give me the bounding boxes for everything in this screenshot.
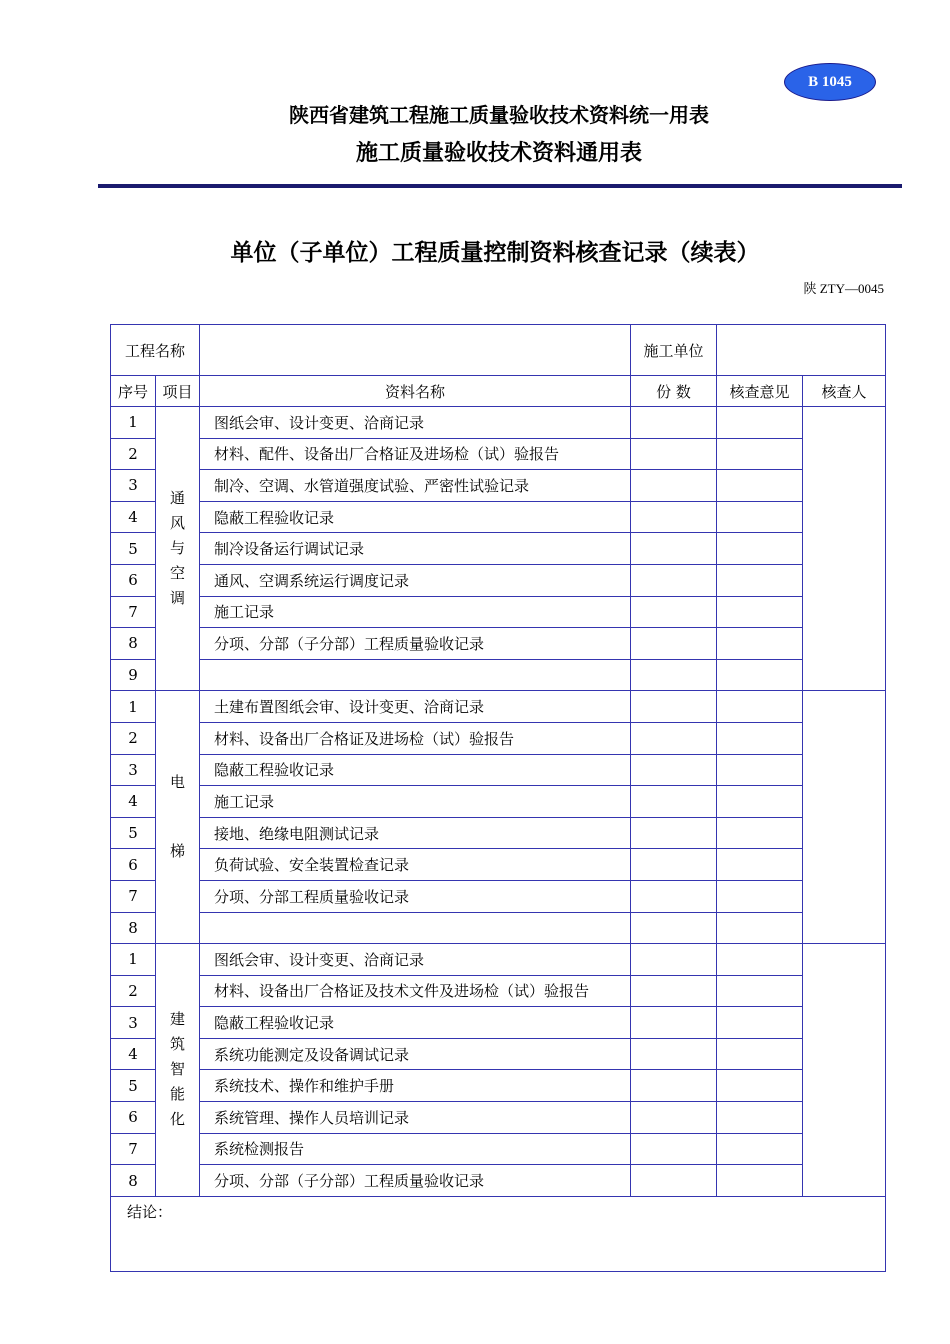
opinion-cell[interactable] [717,438,803,470]
table-row [111,817,886,849]
row-number: 2 [111,722,156,754]
table-row [111,975,886,1007]
copies-cell[interactable] [631,596,717,628]
opinion-cell[interactable] [717,470,803,502]
document-name: 制冷设备运行调试记录 [200,533,631,565]
group-label-char: 能 [170,1085,186,1104]
document-name: 隐蔽工程验收记录 [200,1007,631,1039]
row-number: 1 [111,407,156,439]
copies-cell[interactable] [631,659,717,691]
row-number: 7 [111,596,156,628]
table-row [111,659,886,691]
document-name: 通风、空调系统运行调度记录 [200,564,631,596]
row-number: 4 [111,786,156,818]
document-name: 负荷试验、安全装置检查记录 [200,849,631,881]
table-row [111,754,886,786]
copies-cell[interactable] [631,533,717,565]
document-name: 接地、绝缘电阻测试记录 [200,817,631,849]
copies-cell[interactable] [631,912,717,944]
checker-cell[interactable] [803,407,886,691]
row-number: 3 [111,754,156,786]
table-row [111,1102,886,1134]
copies-cell[interactable] [631,1007,717,1039]
copies-cell[interactable] [631,754,717,786]
opinion-cell[interactable] [717,975,803,1007]
opinion-cell[interactable] [717,501,803,533]
document-name: 系统功能测定及设备调试记录 [200,1038,631,1070]
group-label-char: 调 [170,589,186,608]
document-name [200,659,631,691]
contractor-label: 施工单位 [631,325,717,376]
table-row [111,533,886,565]
document-name: 土建布置图纸会审、设计变更、洽商记录 [200,691,631,723]
header-subtitle: 施工质量验收技术资料通用表 [355,141,642,166]
row-number: 5 [111,1070,156,1102]
col-item-header: 项目 [156,376,200,407]
copies-cell[interactable] [631,501,717,533]
group-label [156,944,200,1197]
table-row [111,628,886,660]
row-number: 3 [111,1007,156,1039]
opinion-cell[interactable] [717,628,803,660]
table-row [111,880,886,912]
document-name: 图纸会审、设计变更、洽商记录 [200,407,631,439]
opinion-cell[interactable] [717,1038,803,1070]
row-number: 6 [111,1102,156,1134]
document-name [200,912,631,944]
table-row [111,470,886,502]
table-row [111,501,886,533]
row-number: 6 [111,564,156,596]
opinion-cell[interactable] [717,533,803,565]
table-row [111,438,886,470]
form-code: 陕 ZTY—0045 [803,281,884,296]
group-label-char: 风 [170,514,186,533]
copies-cell[interactable] [631,407,717,439]
copies-cell[interactable] [631,880,717,912]
table-row [111,1070,886,1102]
group-label-char: 化 [170,1110,186,1129]
row-number: 8 [111,1165,156,1197]
contractor-field[interactable] [717,325,886,376]
form-number-badge: B 1045 [784,63,876,101]
form-title: 单位（子单位）工程质量控制资料核查记录（续表） [230,240,760,266]
row-number: 1 [111,691,156,723]
copies-cell[interactable] [631,564,717,596]
document-name: 系统检测报告 [200,1133,631,1165]
copies-cell[interactable] [631,975,717,1007]
copies-cell[interactable] [631,849,717,881]
opinion-cell[interactable] [717,722,803,754]
document-name: 分项、分部工程质量验收记录 [200,880,631,912]
table-row [111,849,886,881]
table-row [111,912,886,944]
opinion-cell[interactable] [717,1165,803,1197]
conclusion-field[interactable] [111,1196,886,1271]
opinion-cell[interactable] [717,786,803,818]
opinion-cell[interactable] [717,880,803,912]
document-name: 分项、分部（子分部）工程质量验收记录 [200,628,631,660]
document-name: 材料、设备出厂合格证及技术文件及进场检（试）验报告 [200,975,631,1007]
copies-cell[interactable] [631,817,717,849]
row-number: 1 [111,944,156,976]
group-label-char: 电 [170,773,186,792]
row-number: 5 [111,533,156,565]
opinion-cell[interactable] [717,912,803,944]
table-row [111,596,886,628]
copies-cell[interactable] [631,1038,717,1070]
opinion-cell[interactable] [717,564,803,596]
table-row [111,564,886,596]
group-label-char: 空 [170,564,186,583]
row-number: 2 [111,438,156,470]
document-name: 分项、分部（子分部）工程质量验收记录 [200,1165,631,1197]
opinion-cell[interactable] [717,1102,803,1134]
copies-cell[interactable] [631,628,717,660]
column-header-row [111,376,886,407]
col-checker-header: 核查人 [803,376,886,407]
table-row [111,722,886,754]
table-row [111,691,886,723]
row-number: 7 [111,880,156,912]
row-number: 8 [111,912,156,944]
document-name: 施工记录 [200,786,631,818]
col-seq-header: 序号 [111,376,156,407]
opinion-cell[interactable] [717,1007,803,1039]
row-number: 5 [111,817,156,849]
project-info-row [111,325,886,376]
document-name: 施工记录 [200,596,631,628]
group-label [156,407,200,691]
opinion-cell[interactable] [717,659,803,691]
document-name: 材料、设备出厂合格证及进场检（试）验报告 [200,722,631,754]
opinion-cell[interactable] [717,817,803,849]
row-number: 2 [111,975,156,1007]
table-row [111,1133,886,1165]
document-name: 制冷、空调、水管道强度试验、严密性试验记录 [200,470,631,502]
row-number: 6 [111,849,156,881]
group-label-char: 建 [170,1010,186,1029]
group-label [156,691,200,944]
col-doc-header: 资料名称 [200,376,631,407]
header-title: 陕西省建筑工程施工质量验收技术资料统一用表 [289,103,709,127]
copies-cell[interactable] [631,1165,717,1197]
copies-cell[interactable] [631,722,717,754]
table-row [111,786,886,818]
copies-cell[interactable] [631,438,717,470]
col-copies-header: 份 数 [631,376,717,407]
opinion-cell[interactable] [717,1070,803,1102]
table-row [111,1165,886,1197]
group-label-char: 筑 [170,1035,186,1054]
opinion-cell[interactable] [717,1133,803,1165]
table-row [111,944,886,976]
col-opinion-header: 核查意见 [717,376,803,407]
document-name: 隐蔽工程验收记录 [200,501,631,533]
row-number: 7 [111,1133,156,1165]
group-label-char: 智 [170,1060,186,1079]
opinion-cell[interactable] [717,944,803,976]
row-number: 4 [111,501,156,533]
copies-cell[interactable] [631,470,717,502]
document-name: 图纸会审、设计变更、洽商记录 [200,944,631,976]
opinion-cell[interactable] [717,849,803,881]
row-number: 4 [111,1038,156,1070]
row-number: 8 [111,628,156,660]
header-divider [98,184,902,188]
copies-cell[interactable] [631,1102,717,1134]
group-label-char: 通 [170,489,186,508]
copies-cell[interactable] [631,1070,717,1102]
row-number: 9 [111,659,156,691]
document-name: 系统管理、操作人员培训记录 [200,1102,631,1134]
opinion-cell[interactable] [717,691,803,723]
document-name: 隐蔽工程验收记录 [200,754,631,786]
table-row [111,1038,886,1070]
conclusion-row [111,1196,886,1271]
conclusion-label: 结论： [127,1202,173,1221]
project-name-field[interactable] [200,325,631,376]
opinion-cell[interactable] [717,407,803,439]
opinion-cell[interactable] [717,596,803,628]
project-name-label: 工程名称 [111,325,200,376]
document-name: 材料、配件、设备出厂合格证及进场检（试）验报告 [200,438,631,470]
document-name: 系统技术、操作和维护手册 [200,1070,631,1102]
copies-cell[interactable] [631,786,717,818]
group-label-char: 与 [170,539,186,558]
checker-cell[interactable] [803,944,886,1197]
copies-cell[interactable] [631,1133,717,1165]
row-number: 3 [111,470,156,502]
table-row [111,407,886,439]
table-row [111,1007,886,1039]
quality-control-table [110,324,886,1272]
opinion-cell[interactable] [717,754,803,786]
copies-cell[interactable] [631,944,717,976]
copies-cell[interactable] [631,691,717,723]
checker-cell[interactable] [803,691,886,944]
group-label-char: 梯 [170,842,186,861]
